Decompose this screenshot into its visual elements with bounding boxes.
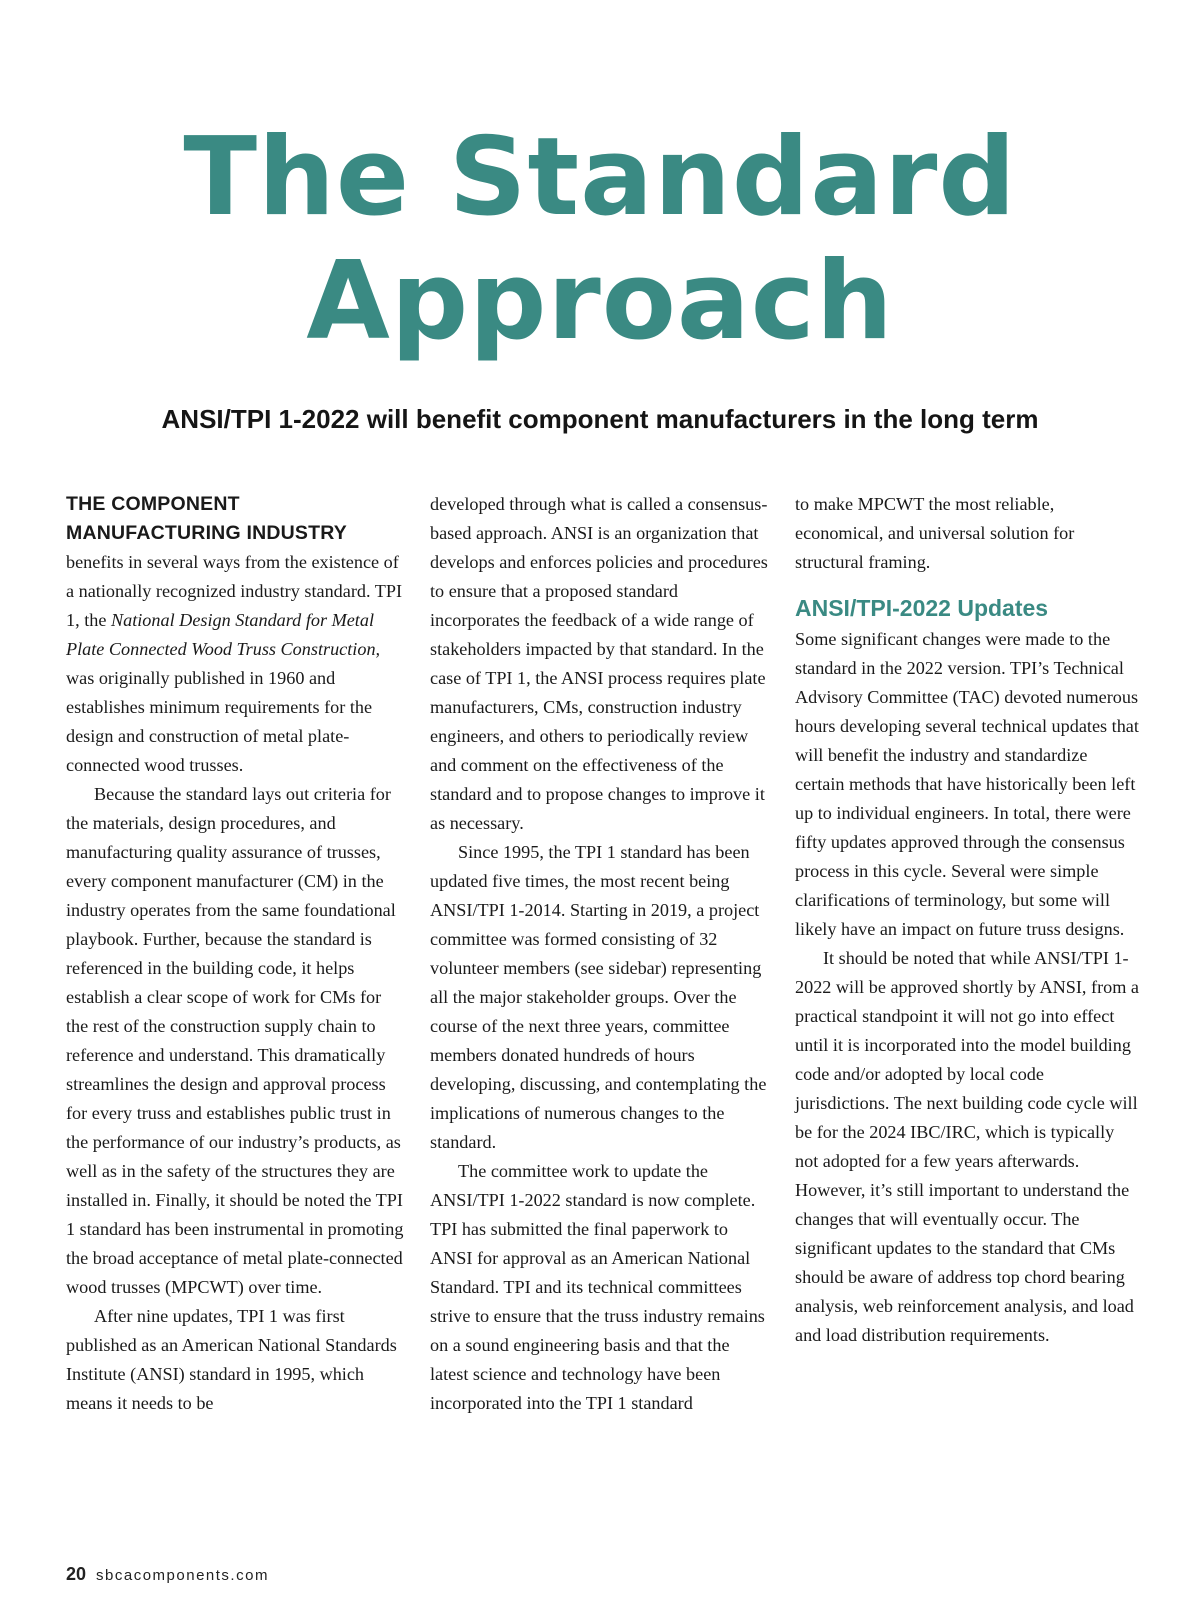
paragraph-text: benefits in several ways from the existence of a nationally recognized industry standard. TPI 1, the bbox=[66, 552, 403, 630]
article-column-3 bbox=[795, 490, 1140, 1350]
page-number: 20 bbox=[66, 1564, 87, 1584]
paragraph: Because the standard lays out criteria for the materials, design procedures, and manufacturing quality assurance of trusses, every component manufacturer (CM) in the industry operates from the same foundational playbook. Further, because the standard is referenced in the building code, it helps establish a clear scope of work for CMs for the rest of the construction supply chain to reference and understand. This dramatically streamlines the design and approval process for every truss and establishes public trust in the performance of our industry’s products, as well as in the safety of the structures they are installed in. Finally, it should be noted the TPI 1 standard has been instrumental in promoting the broad acceptance of metal plate-connected wood trusses (MPCWT) over time. bbox=[66, 784, 404, 1297]
article-column-2 bbox=[430, 490, 772, 1418]
paragraph-text: was originally published in 1960 and establishes minimum requirements for the design and construction of metal plate-connected wood trusses. bbox=[66, 668, 373, 775]
standard-title: National Design Standard for Metal Plate Connected Wood Truss Construction, bbox=[66, 610, 381, 659]
article-column-1 bbox=[66, 490, 406, 1418]
paragraph: developed through what is called a consensus-based approach. ANSI is an organization that develops and enforces policies and procedures to ensure that a proposed standard incorporates the feedback of a wide range of stakeholders impacted by that standard. In the case of TPI 1, the ANSI process requires plate manufacturers, CMs, construction industry engineers, and others to periodically review and comment on the effectiveness of the standard and to propose changes to improve it as necessary. bbox=[430, 494, 768, 833]
paragraph: to make MPCWT the most reliable, economical, and universal solution for structural framing. bbox=[795, 494, 1075, 572]
website-link[interactable]: sbcacomponents.com bbox=[96, 1567, 269, 1584]
page-title: The Standard Approach bbox=[183, 115, 1017, 364]
paragraph: After nine updates, TPI 1 was first published as an American National Standards Institute (ANSI) standard in 1995, which means it needs to be bbox=[66, 1306, 397, 1413]
lead-in-text: THE COMPONENT MANUFACTURING INDUSTRY bbox=[66, 493, 347, 544]
paragraph: Some significant changes were made to the standard in the 2022 version. TPI’s Technical Advisory Committee (TAC) devoted numerous hours developing several technical updates that will benefit the industry and standardize certain methods that have historically been left up to individual engineers. In total, there were fifty updates approved through the consensus process in this cycle. Several were simple clarifications of terminology, but some will likely have an impact on future truss designs. bbox=[795, 629, 1139, 939]
paragraph: The committee work to update the ANSI/TPI 1-2022 standard is now complete. TPI has submitted the final paperwork to ANSI for approval as an American National Standard. TPI and its technical committees strive to ensure that the truss industry remains on a sound engineering basis and that the latest science and technology have been incorporated into the TPI 1 standard bbox=[430, 1161, 765, 1413]
paragraph: It should be noted that while ANSI/TPI 1-2022 will be approved shortly by ANSI, from a practical standpoint it will not go into effect until it is incorporated into the model building code and/or adopted by local code jurisdictions. The next building code cycle will be for the 2024 IBC/IRC, which is typically not adopted for a few years afterwards. However, it’s still important to understand the changes that will eventually occur. The significant updates to the standard that CMs should be aware of address top chord bearing analysis, web reinforcement analysis, and load and load distribution requirements. bbox=[795, 948, 1139, 1345]
page-subtitle: ANSI/TPI 1-2022 will benefit component manufacturers in the long term bbox=[161, 404, 1039, 434]
paragraph bbox=[66, 490, 406, 780]
section-heading: ANSI/TPI-2022 Updates bbox=[795, 595, 1049, 621]
paragraph: Since 1995, the TPI 1 standard has been updated five times, the most recent being ANSI/TPI 1-2014. Starting in 2019, a project committee was formed consisting of 32 volunteer members (see sidebar) representing all the major stakeholder groups. Over the course of the next three years, committee members donated hundreds of hours developing, discussing, and contemplating the implications of numerous changes to the standard. bbox=[430, 842, 767, 1152]
page-footer bbox=[66, 1564, 269, 1585]
